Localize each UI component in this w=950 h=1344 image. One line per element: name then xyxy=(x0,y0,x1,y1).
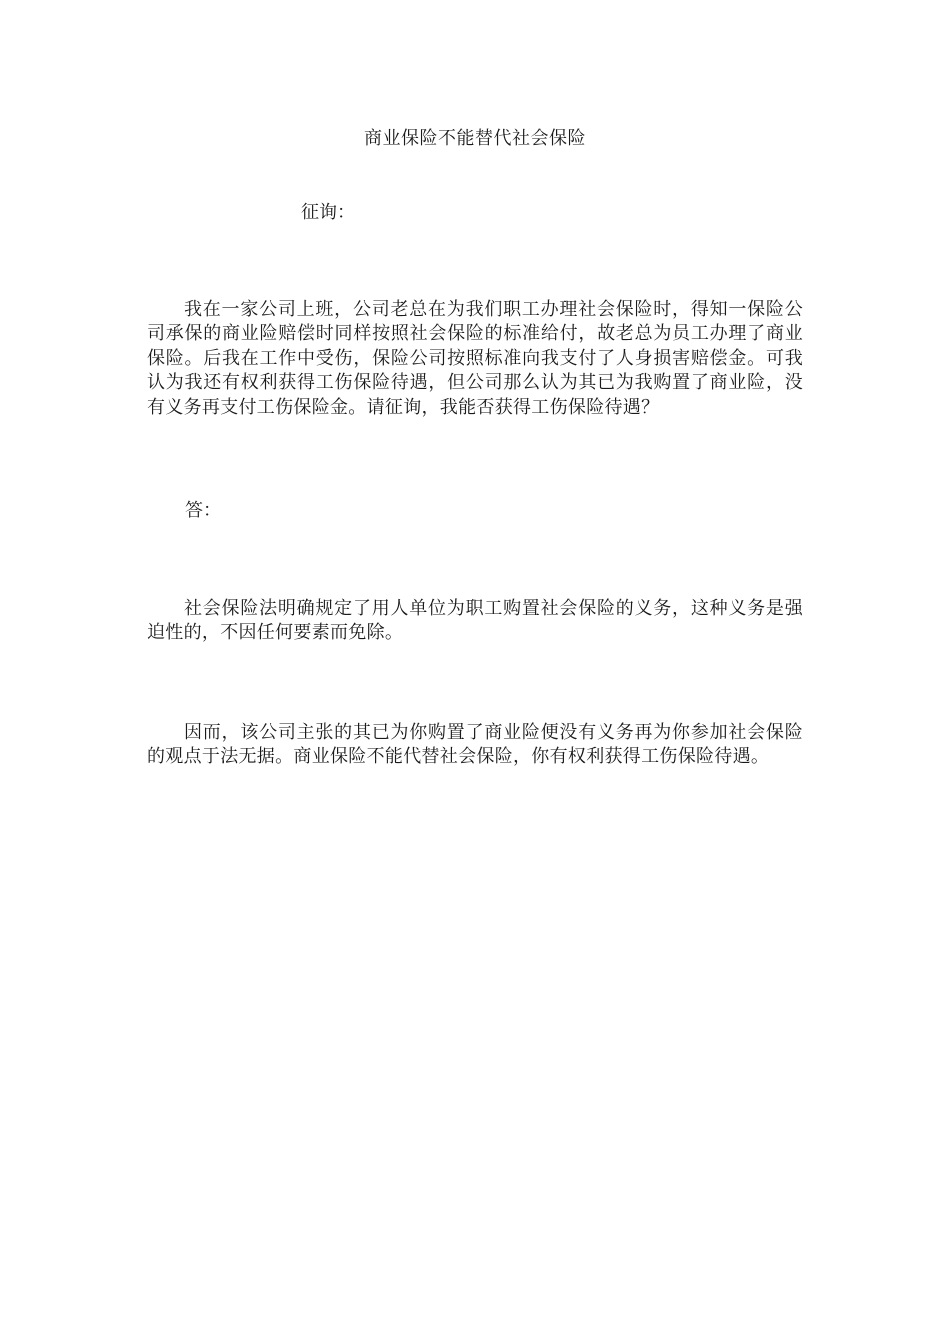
answer-label: 答： xyxy=(185,500,221,521)
question-label: 征询： xyxy=(301,202,355,223)
document-title: 商业保险不能替代社会保险 xyxy=(364,128,586,149)
answer-paragraph-1: 社会保险法明确规定了用人单位为职工购置社会保险的义务，这种义务是强迫性的，不因任何要素而免除。 xyxy=(147,598,803,644)
question-paragraph: 我在一家公司上班，公司老总在为我们职工办理社会保险时，得知一保险公司承保的商业险赔偿时同样按照社会保险的标准给付，故老总为员工办理了商业保险。后我在工作中受伤，保险公司按照标准向我支付了人身损害赔偿金。可我认为我还有权利获得工伤保险待遇，但公司那么认为其已为我购置了商业险，没有义务再支付工伤保险金。请征询，我能否获得工伤保险待遇？ xyxy=(147,299,803,418)
answer-paragraph-2: 因而，该公司主张的其已为你购置了商业险便没有义务再为你参加社会保险的观点于法无据。商业保险不能代替社会保险，你有权利获得工伤保险待遇。 xyxy=(147,722,803,768)
